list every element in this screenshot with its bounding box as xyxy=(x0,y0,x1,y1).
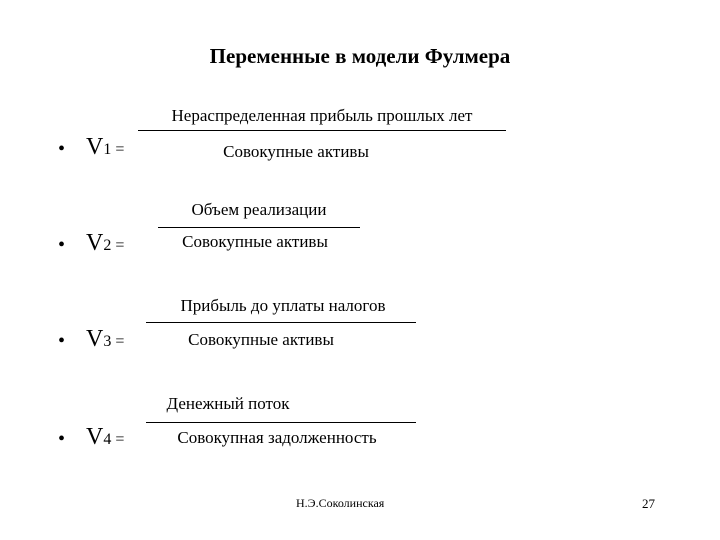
fraction-line xyxy=(146,422,416,423)
equals-sign: = xyxy=(111,237,125,254)
variable-index: 3 xyxy=(103,333,112,350)
bullet: • xyxy=(58,138,66,160)
footer-author: Н.Э.Соколинская xyxy=(296,496,385,510)
variable-label xyxy=(86,424,124,451)
variable-index: 1 xyxy=(103,141,112,158)
variable-index: 4 xyxy=(103,431,112,448)
denominator: Совокупные активы xyxy=(182,232,328,251)
variable-letter: V xyxy=(86,230,104,256)
variable-label xyxy=(86,134,124,161)
slide-title: Переменные в модели Фулмера xyxy=(209,44,511,68)
denominator: Совокупная задолженность xyxy=(177,428,377,447)
formula-v4 xyxy=(0,392,720,472)
variable-letter: V xyxy=(86,326,104,352)
bullet: • xyxy=(58,330,66,352)
variable-label xyxy=(86,326,124,353)
formula-v2 xyxy=(0,196,720,276)
formula-v1 xyxy=(0,100,720,180)
variable-letter: V xyxy=(86,134,104,160)
numerator: Прибыль до уплаты налогов xyxy=(180,296,386,315)
denominator: Совокупные активы xyxy=(188,330,334,349)
fraction-line xyxy=(138,130,506,131)
bullet: • xyxy=(58,234,66,256)
equals-sign: = xyxy=(111,333,125,350)
fraction-line xyxy=(158,227,360,228)
equals-sign: = xyxy=(111,141,125,158)
variable-label xyxy=(86,230,124,257)
fraction-line xyxy=(146,322,416,323)
equals-sign: = xyxy=(111,431,125,448)
numerator: Нераспределенная прибыль прошлых лет xyxy=(171,106,473,125)
page-number: 27 xyxy=(642,496,655,511)
numerator: Объем реализации xyxy=(191,200,327,219)
denominator: Совокупные активы xyxy=(223,142,369,161)
numerator: Денежный поток xyxy=(166,394,290,413)
bullet: • xyxy=(58,428,66,450)
variable-letter: V xyxy=(86,424,104,450)
variable-index: 2 xyxy=(103,237,112,254)
formula-v3 xyxy=(0,294,720,374)
